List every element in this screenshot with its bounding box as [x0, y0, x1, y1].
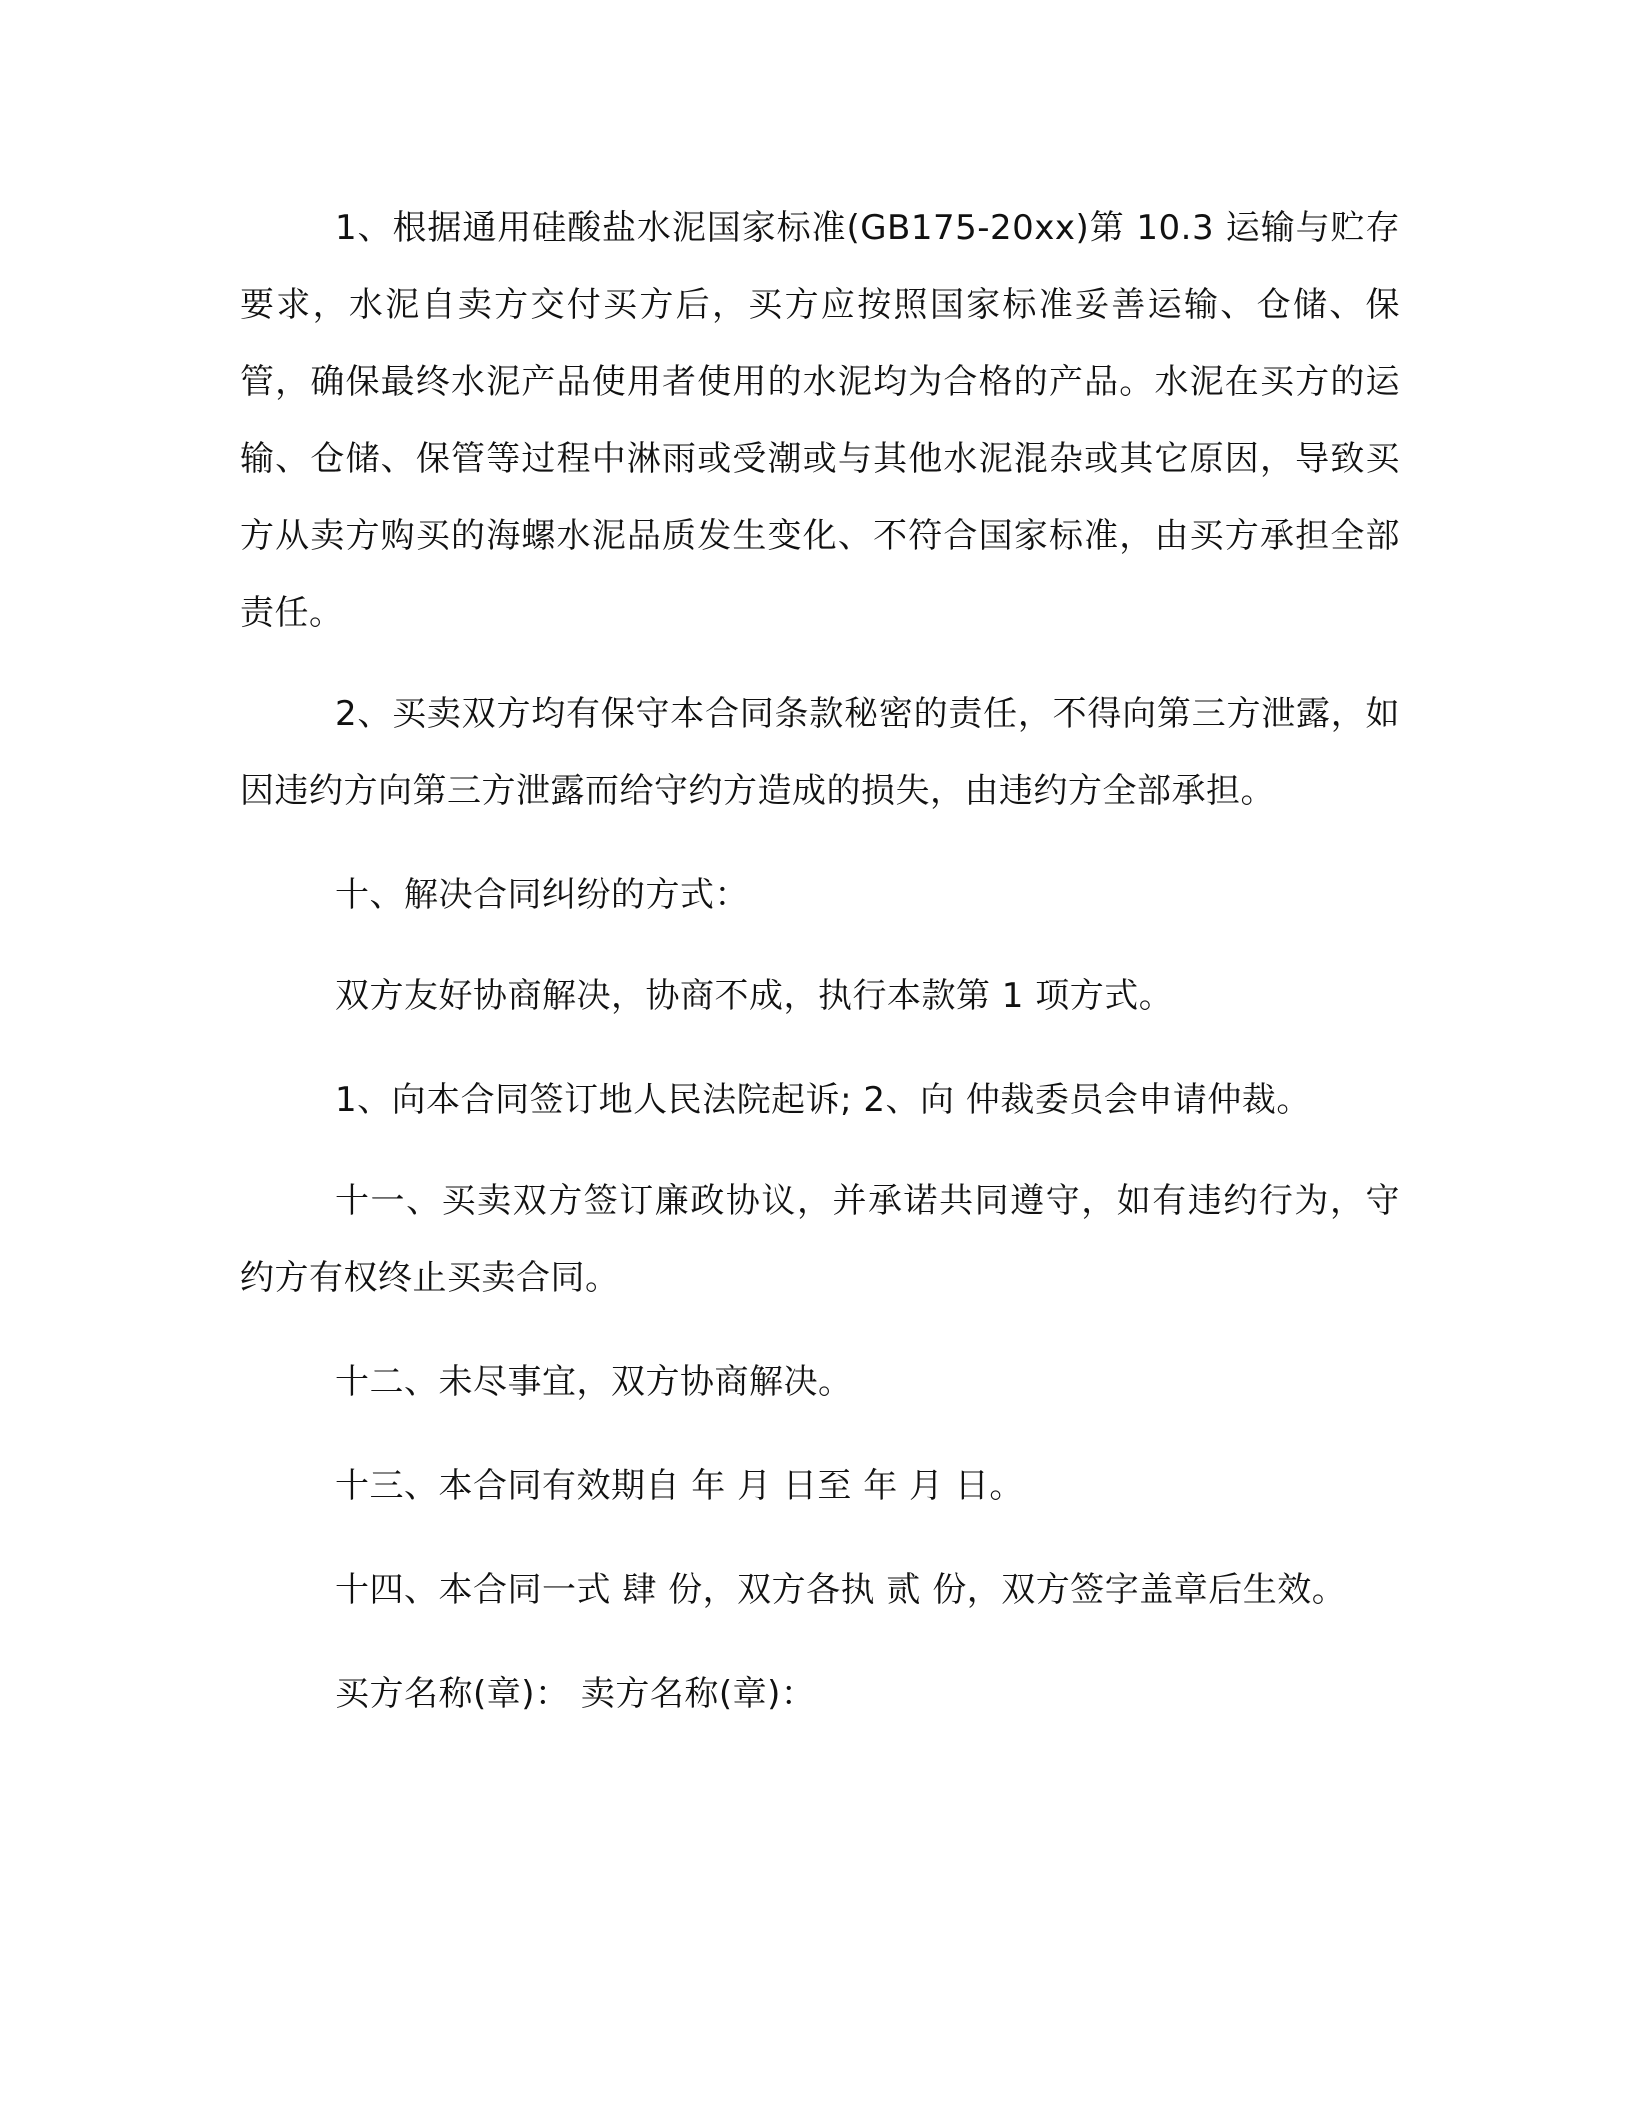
paragraph-gap: [240, 1629, 1400, 1656]
section-12-unresolved: 十二、未尽事宜，双方协商解决。: [335, 1362, 853, 1402]
signature-line: 买方名称(章)： 卖方名称(章)：: [335, 1674, 816, 1714]
paragraph-gap: [240, 1035, 1400, 1062]
document-body: [240, 190, 1400, 1733]
paragraph-gap: [240, 1421, 1400, 1448]
paragraph-gap: [240, 1139, 1400, 1163]
clause-1-storage: 1、根据通用硅酸盐水泥国家标准(GB175-20xx)第 10.3 运输与贮存要求，水泥自卖方交付买方后，买方应按照国家标准妥善运输、仓储、保管，确保最终水泥产品使用者使用的水泥均为合格的产品。水泥在买方的运输、仓储、保管等过程中淋雨或受潮或与其他水泥混杂或其它原因，导致买方从卖方购买的海螺水泥品质发生变化、不符合国家标准，由买方承担全部责任。: [240, 208, 1400, 633]
section-13-validity: 十三、本合同有效期自 年 月 日至 年 月 日。: [335, 1466, 1024, 1506]
paragraph-gap: [240, 1525, 1400, 1552]
dispute-resolution-text: 双方友好协商解决，协商不成，执行本款第 1 项方式。: [335, 976, 1174, 1016]
section-11-integrity: 十一、买卖双方签订廉政协议，并承诺共同遵守，如有违约行为，守约方有权终止买卖合同。: [240, 1181, 1400, 1298]
section-10-heading: 十、解决合同纠纷的方式：: [335, 875, 749, 915]
paragraph-gap: [240, 830, 1400, 857]
section-14-copies: 十四、本合同一式 肆 份，双方各执 贰 份，双方签字盖章后生效。: [335, 1570, 1347, 1610]
clause-2-confidentiality: 2、买卖双方均有保守本合同条款秘密的责任，不得向第三方泄露，如因违约方向第三方泄露而给守约方造成的损失，由违约方全部承担。: [240, 694, 1400, 811]
paragraph-gap: [240, 652, 1400, 676]
paragraph-gap: [240, 934, 1400, 958]
paragraph-gap: [240, 1317, 1400, 1344]
dispute-options: 1、向本合同签订地人民法院起诉; 2、向 仲裁委员会申请仲裁。: [335, 1080, 1311, 1120]
